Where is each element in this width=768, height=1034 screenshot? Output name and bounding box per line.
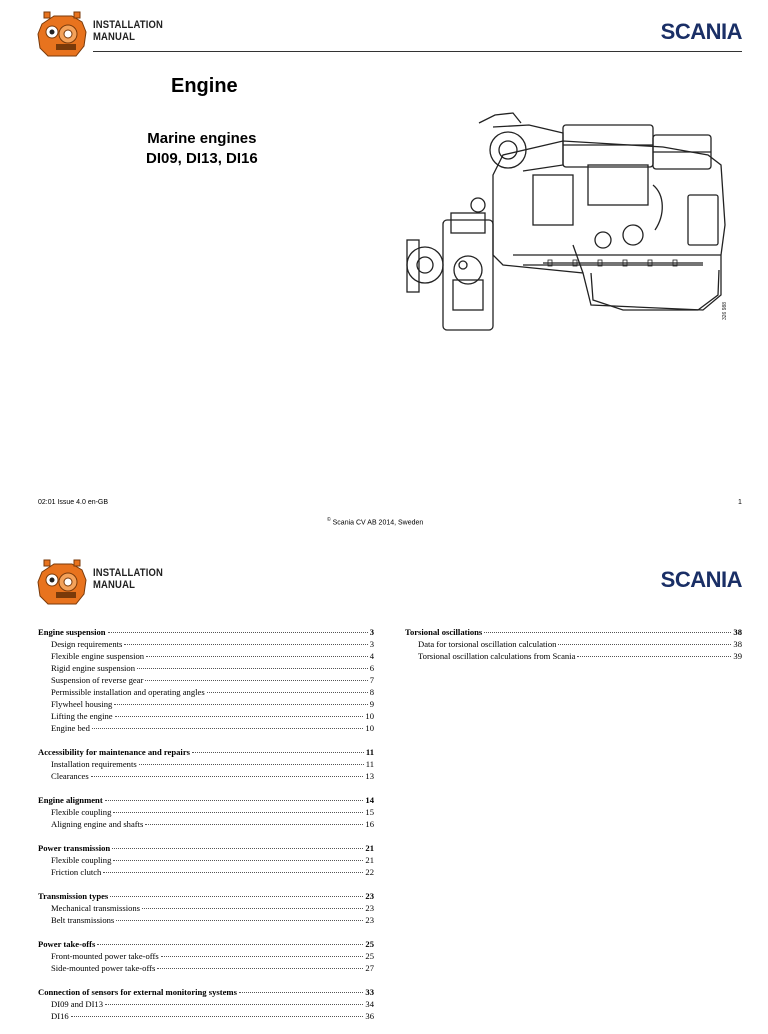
toc-entry-title: Flexible engine suspension (51, 651, 145, 661)
toc-subsection-entry[interactable] (38, 818, 374, 830)
page-header (0, 0, 768, 60)
toc-page-number: 10 (365, 711, 374, 721)
manual-title (93, 19, 163, 43)
toc-subsection-entry[interactable] (405, 650, 742, 662)
toc-leader-dots (113, 860, 363, 861)
toc-subsection-entry[interactable] (38, 866, 374, 878)
toc-page-number: 25 (365, 951, 374, 961)
toc-entry-title: Friction clutch (51, 867, 102, 877)
toc-column-left (38, 626, 374, 1034)
toc-leader-dots (137, 668, 368, 669)
toc-entry-title: Clearances (51, 771, 89, 781)
toc-entry-title: Suspension of reverse gear (51, 675, 144, 685)
toc-subsection-entry[interactable] (38, 638, 374, 650)
toc-leader-dots (145, 824, 363, 825)
toc-chapter-entry[interactable] (38, 986, 374, 998)
footer-page-number: 1 (738, 499, 742, 506)
toc-column-right (405, 626, 742, 674)
toc-subsection-entry[interactable] (38, 650, 374, 662)
toc-page-number: 14 (365, 795, 374, 805)
manual-title-line1: INSTALLATION (93, 567, 164, 579)
toc-entry-title: Design requirements (51, 639, 123, 649)
toc-entry-title: DI09 and DI13 (51, 999, 104, 1009)
toc-page-number: 23 (365, 891, 374, 901)
toc-section (38, 842, 374, 878)
manual-title-line2: MANUAL (93, 31, 136, 43)
toc-subsection-entry[interactable] (38, 722, 374, 734)
manual-title (93, 567, 163, 591)
toc-page-number: 11 (365, 747, 374, 757)
toc-page-number: 23 (365, 903, 374, 913)
toc-leader-dots (105, 800, 364, 801)
toc-leader-dots (97, 944, 363, 945)
toc-page-number: 25 (365, 939, 374, 949)
toc-page-number: 10 (365, 723, 374, 733)
toc-leader-dots (139, 764, 364, 765)
toc-entry-title: Rigid engine suspension (51, 663, 136, 673)
toc-subsection-entry[interactable] (38, 770, 374, 782)
subtitle-line2: DI09, DI13, DI16 (146, 150, 258, 167)
toc-page-number: 36 (365, 1011, 374, 1021)
toc-entry-title: Flexible coupling (51, 855, 112, 865)
toc-section (38, 890, 374, 926)
manual-title-line1: INSTALLATION (93, 19, 164, 31)
document-title: Engine (171, 75, 238, 97)
toc-page-number: 4 (369, 651, 374, 661)
toc-entry-title: Permissible installation and operating angles (51, 687, 205, 697)
toc-leader-dots (103, 872, 363, 873)
toc-subsection-entry[interactable] (38, 674, 374, 686)
toc-entry-title: Power take-offs (38, 939, 96, 949)
toc-chapter-entry[interactable] (38, 842, 374, 854)
footer-issue: 02:01 Issue 4.0 en-GB (38, 499, 109, 506)
toc-leader-dots (113, 812, 363, 813)
table-of-contents-page (0, 548, 768, 1024)
toc-page-number: 13 (365, 771, 374, 781)
copyright-symbol: © (327, 517, 331, 523)
toc-entry-title: Torsional oscillations (405, 627, 483, 637)
toc-entry-title: Power transmission (38, 843, 111, 853)
toc-subsection-entry[interactable] (38, 962, 374, 974)
toc-leader-dots (558, 644, 731, 645)
toc-subsection-entry[interactable] (38, 902, 374, 914)
toc-page-number: 3 (369, 627, 374, 637)
toc-subsection-entry[interactable] (38, 1010, 374, 1022)
toc-subsection-entry[interactable] (38, 698, 374, 710)
toc-entry-title: Flexible coupling (51, 807, 112, 817)
toc-leader-dots (192, 752, 364, 753)
toc-section (38, 626, 374, 734)
toc-page-number: 3 (369, 639, 374, 649)
toc-page-number: 23 (365, 915, 374, 925)
toc-page-number: 11 (365, 759, 374, 769)
toc-leader-dots (71, 1016, 364, 1017)
toc-subsection-entry[interactable] (38, 854, 374, 866)
subtitle-line1: Marine engines (147, 130, 257, 147)
toc-subsection-entry[interactable] (38, 758, 374, 770)
toc-leader-dots (115, 716, 364, 717)
footer-copyright (327, 517, 423, 526)
toc-leader-dots (239, 992, 363, 993)
engine-mascot-icon (34, 558, 90, 608)
toc-leader-dots (114, 704, 367, 705)
toc-section (38, 938, 374, 974)
toc-page-number: 21 (365, 843, 374, 853)
toc-page-number: 34 (365, 999, 374, 1009)
toc-leader-dots (207, 692, 368, 693)
toc-entry-title: Side-mounted power take-offs (51, 963, 156, 973)
toc-entry-title: Transmission types (38, 891, 109, 901)
engine-mascot-icon (34, 10, 90, 60)
toc-entry-title: Connection of sensors for external monitoring systems (38, 987, 237, 997)
toc-entry-title: Engine bed (51, 723, 90, 733)
page-header (0, 548, 768, 608)
toc-entry-title: Installation requirements (51, 759, 137, 769)
toc-leader-dots (484, 632, 731, 633)
toc-leader-dots (161, 956, 364, 957)
figure-code: 326 988 (722, 301, 728, 320)
manual-title-line2: MANUAL (93, 579, 136, 591)
toc-leader-dots (116, 920, 363, 921)
toc-chapter-entry[interactable] (38, 938, 374, 950)
toc-page-number: 8 (369, 687, 374, 697)
toc-entry-title: DI16 (51, 1011, 69, 1021)
scania-logo: SCANIA (660, 19, 742, 44)
toc-entry-title: Engine suspension (38, 627, 106, 637)
toc-leader-dots (108, 632, 368, 633)
toc-leader-dots (145, 680, 367, 681)
toc-page-number: 9 (369, 699, 374, 709)
toc-entry-title: Belt transmissions (51, 915, 115, 925)
toc-leader-dots (92, 728, 364, 729)
toc-leader-dots (110, 896, 363, 897)
toc-subsection-entry[interactable] (38, 662, 374, 674)
toc-page-number: 38 (733, 639, 742, 649)
toc-chapter-entry[interactable] (38, 626, 374, 638)
toc-section (405, 626, 742, 662)
toc-section (38, 986, 374, 1022)
toc-entry-title: Flywheel housing (51, 699, 113, 709)
toc-leader-dots (124, 644, 367, 645)
toc-entry-title: Lifting the engine (51, 711, 113, 721)
toc-subsection-entry[interactable] (38, 806, 374, 818)
toc-entry-title: Mechanical transmissions (51, 903, 141, 913)
toc-subsection-entry[interactable] (38, 914, 374, 926)
toc-page-number: 21 (365, 855, 374, 865)
copyright-text: Scania CV AB 2014, Sweden (332, 519, 424, 527)
toc-page-number: 38 (733, 627, 742, 637)
toc-page-number: 22 (365, 867, 374, 877)
toc-subsection-entry[interactable] (38, 710, 374, 722)
toc-subsection-entry[interactable] (38, 998, 374, 1010)
header-divider (93, 51, 742, 52)
toc-chapter-entry[interactable] (38, 794, 374, 806)
toc-leader-dots (105, 1004, 363, 1005)
toc-section (38, 746, 374, 782)
toc-entry-title: Data for torsional oscillation calculation (418, 639, 557, 649)
scania-logo: SCANIA (660, 567, 742, 592)
toc-page-number: 15 (365, 807, 374, 817)
toc-chapter-entry[interactable] (405, 626, 742, 638)
toc-leader-dots (91, 776, 364, 777)
toc-page-number: 27 (365, 963, 374, 973)
toc-entry-title: Engine alignment (38, 795, 103, 805)
toc-leader-dots (142, 908, 363, 909)
toc-entry-title: Aligning engine and shafts (51, 819, 144, 829)
toc-page-number: 33 (365, 987, 374, 997)
toc-page-number: 39 (733, 651, 742, 661)
toc-entry-title: Accessibility for maintenance and repairs (38, 747, 190, 757)
toc-subsection-entry[interactable] (38, 950, 374, 962)
toc-page-number: 6 (369, 663, 374, 673)
toc-section (38, 794, 374, 830)
toc-subsection-entry[interactable] (38, 686, 374, 698)
toc-page-number: 16 (365, 819, 374, 829)
toc-leader-dots (146, 656, 368, 657)
toc-page-number: 7 (369, 675, 374, 685)
toc-entry-title: Torsional oscillation calculations from Scania (418, 651, 576, 661)
toc-chapter-entry[interactable] (38, 890, 374, 902)
marine-engine-illustration (403, 105, 743, 333)
document-subtitle (146, 129, 258, 169)
toc-leader-dots (157, 968, 363, 969)
toc-subsection-entry[interactable] (405, 638, 742, 650)
toc-leader-dots (577, 656, 731, 657)
toc-chapter-entry[interactable] (38, 746, 374, 758)
toc-entry-title: Front-mounted power take-offs (51, 951, 159, 961)
toc-leader-dots (112, 848, 363, 849)
